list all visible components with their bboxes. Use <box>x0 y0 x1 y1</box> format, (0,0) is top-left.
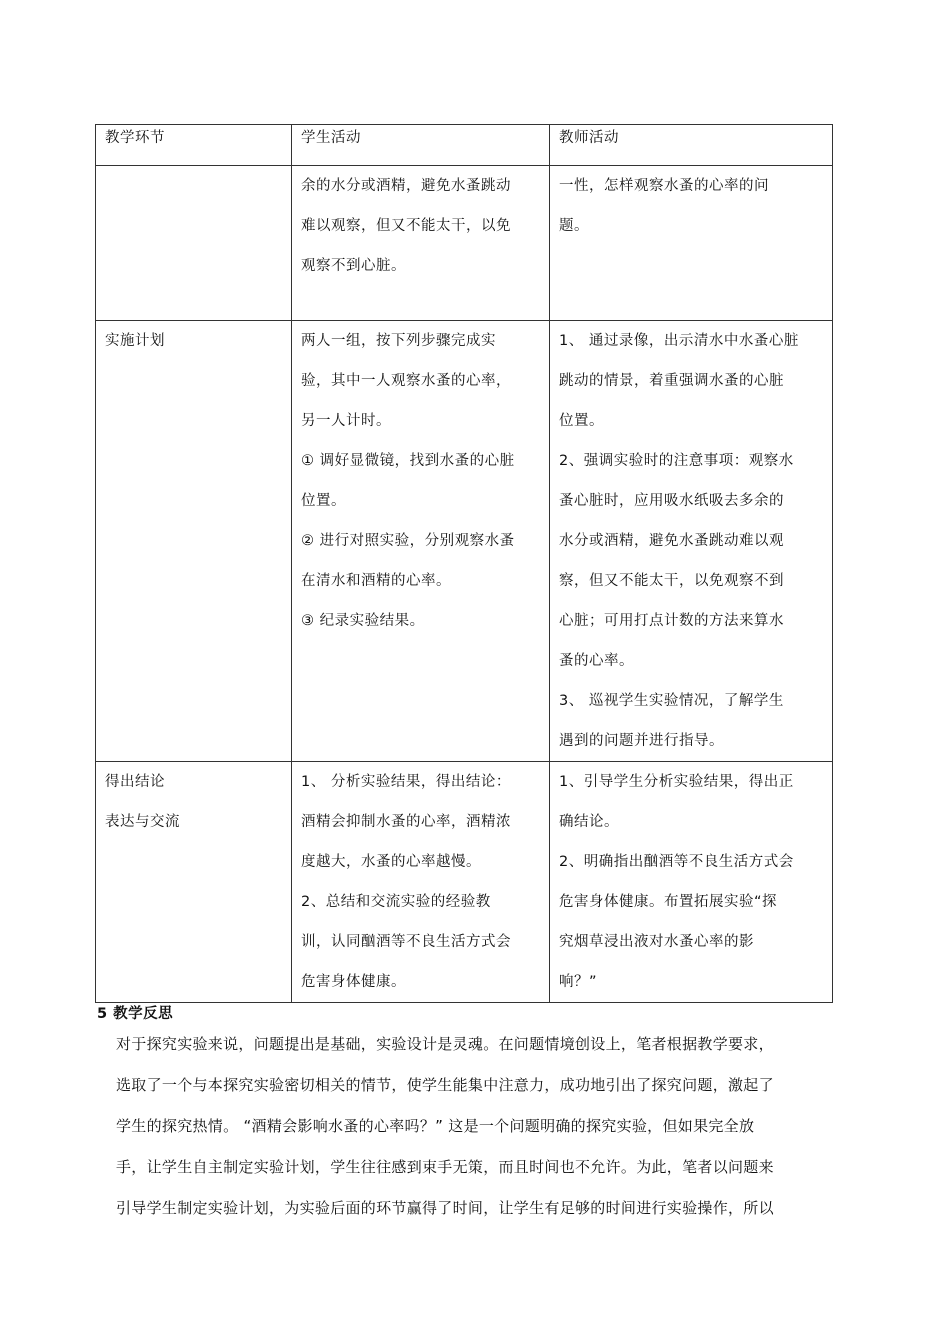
text-line: 蚤的心率。 <box>559 653 634 669</box>
text-line: 心脏；可用打点计数的方法来算水 <box>559 613 784 629</box>
text-line: 察，但又不能太干，以免观察不到 <box>559 573 784 589</box>
paragraph-line: 选取了一个与本探究实验密切相关的情节，使学生能集中注意力，成功地引出了探究问题，激起了 <box>116 1076 774 1094</box>
stage-label: 表达与交流 <box>105 814 180 830</box>
student-activity-cell <box>292 762 550 1003</box>
paragraph-line: 学生的探究热情。 “酒精会影响水蚤的心率吗？” 这是一个问题明确的探究实验，但如果完全放 <box>116 1117 755 1135</box>
text-line: 跳动的情景，着重强调水蚤的心脏 <box>559 373 784 389</box>
text-line: 难以观察，但又不能太干，以免 <box>301 218 511 234</box>
text-line: 题。 <box>559 218 589 234</box>
table-row <box>96 166 833 321</box>
lesson-table <box>95 124 833 1003</box>
text-line: 确结论。 <box>559 814 619 830</box>
table-header-row <box>96 125 833 166</box>
text-line: ① 调好显微镜，找到水蚤的心脏 <box>301 453 515 469</box>
stage-cell <box>96 321 292 762</box>
text-line: 1、 分析实验结果，得出结论： <box>301 774 511 790</box>
text-line: 1、引导学生分析实验结果，得出正 <box>559 774 794 790</box>
teacher-activity-cell <box>550 321 833 762</box>
student-activity-cell <box>292 166 550 321</box>
text-line: 遇到的问题并进行指导。 <box>559 733 724 749</box>
text-line: 响？” <box>559 974 598 990</box>
body-paragraph <box>116 1024 836 1229</box>
text-line: 水分或酒精，避免水蚤跳动难以观 <box>559 533 784 549</box>
header-student-activity: 学生活动 <box>292 125 550 166</box>
section-heading: 5 教学反思 <box>97 1006 174 1022</box>
text-line: 训，认同酗酒等不良生活方式会 <box>301 934 511 950</box>
text-line: 危害身体健康。 <box>301 974 406 990</box>
text-line: 度越大，水蚤的心率越慢。 <box>301 854 481 870</box>
stage-label: 得出结论 <box>105 774 165 790</box>
stage-label: 实施计划 <box>105 333 165 349</box>
text-line: ③ 纪录实验结果。 <box>301 613 425 629</box>
text-line: 一性，怎样观察水蚤的心率的问 <box>559 178 769 194</box>
text-line: 2、总结和交流实验的经验教 <box>301 894 491 910</box>
paragraph-line: 引导学生制定实验计划，为实验后面的环节赢得了时间，让学生有足够的时间进行实验操作，所以 <box>116 1199 774 1217</box>
header-teacher-activity: 教师活动 <box>550 125 833 166</box>
text-line: 1、 通过录像，出示清水中水蚤心脏 <box>559 333 799 349</box>
text-line: 2、明确指出酗酒等不良生活方式会 <box>559 854 794 870</box>
text-line: 究烟草浸出液对水蚤心率的影 <box>559 934 754 950</box>
stage-cell <box>96 762 292 1003</box>
text-line: 2、强调实验时的注意事项：观察水 <box>559 453 794 469</box>
text-line: 危害身体健康。布置拓展实验“探 <box>559 894 778 910</box>
header-stage: 教学环节 <box>96 125 292 166</box>
teacher-activity-cell <box>550 166 833 321</box>
text-line: 两人一组，按下列步骤完成实 <box>301 333 496 349</box>
text-line: ② 进行对照实验，分别观察水蚤 <box>301 533 515 549</box>
student-activity-cell <box>292 321 550 762</box>
stage-cell <box>96 166 292 321</box>
text-line: 位置。 <box>559 413 604 429</box>
text-line: 验，其中一人观察水蚤的心率， <box>301 373 511 389</box>
text-line: 酒精会抑制水蚤的心率，酒精浓 <box>301 814 511 830</box>
text-line: 3、 巡视学生实验情况，了解学生 <box>559 693 784 709</box>
teacher-activity-cell <box>550 762 833 1003</box>
paragraph-line: 对于探究实验来说，问题提出是基础，实验设计是灵魂。在问题情境创设上，笔者根据教学要求， <box>116 1035 774 1053</box>
text-line: 另一人计时。 <box>301 413 391 429</box>
text-line: 观察不到心脏。 <box>301 258 406 274</box>
text-line: 位置。 <box>301 493 346 509</box>
text-line: 蚤心脏时，应用吸水纸吸去多余的 <box>559 493 784 509</box>
text-line: 在清水和酒精的心率。 <box>301 573 451 589</box>
text-line: 余的水分或酒精，避免水蚤跳动 <box>301 178 511 194</box>
table-row <box>96 321 833 762</box>
paragraph-line: 手，让学生自主制定实验计划，学生往往感到束手无策，而且时间也不允许。为此，笔者以问题来 <box>116 1158 774 1176</box>
table-row <box>96 762 833 1003</box>
